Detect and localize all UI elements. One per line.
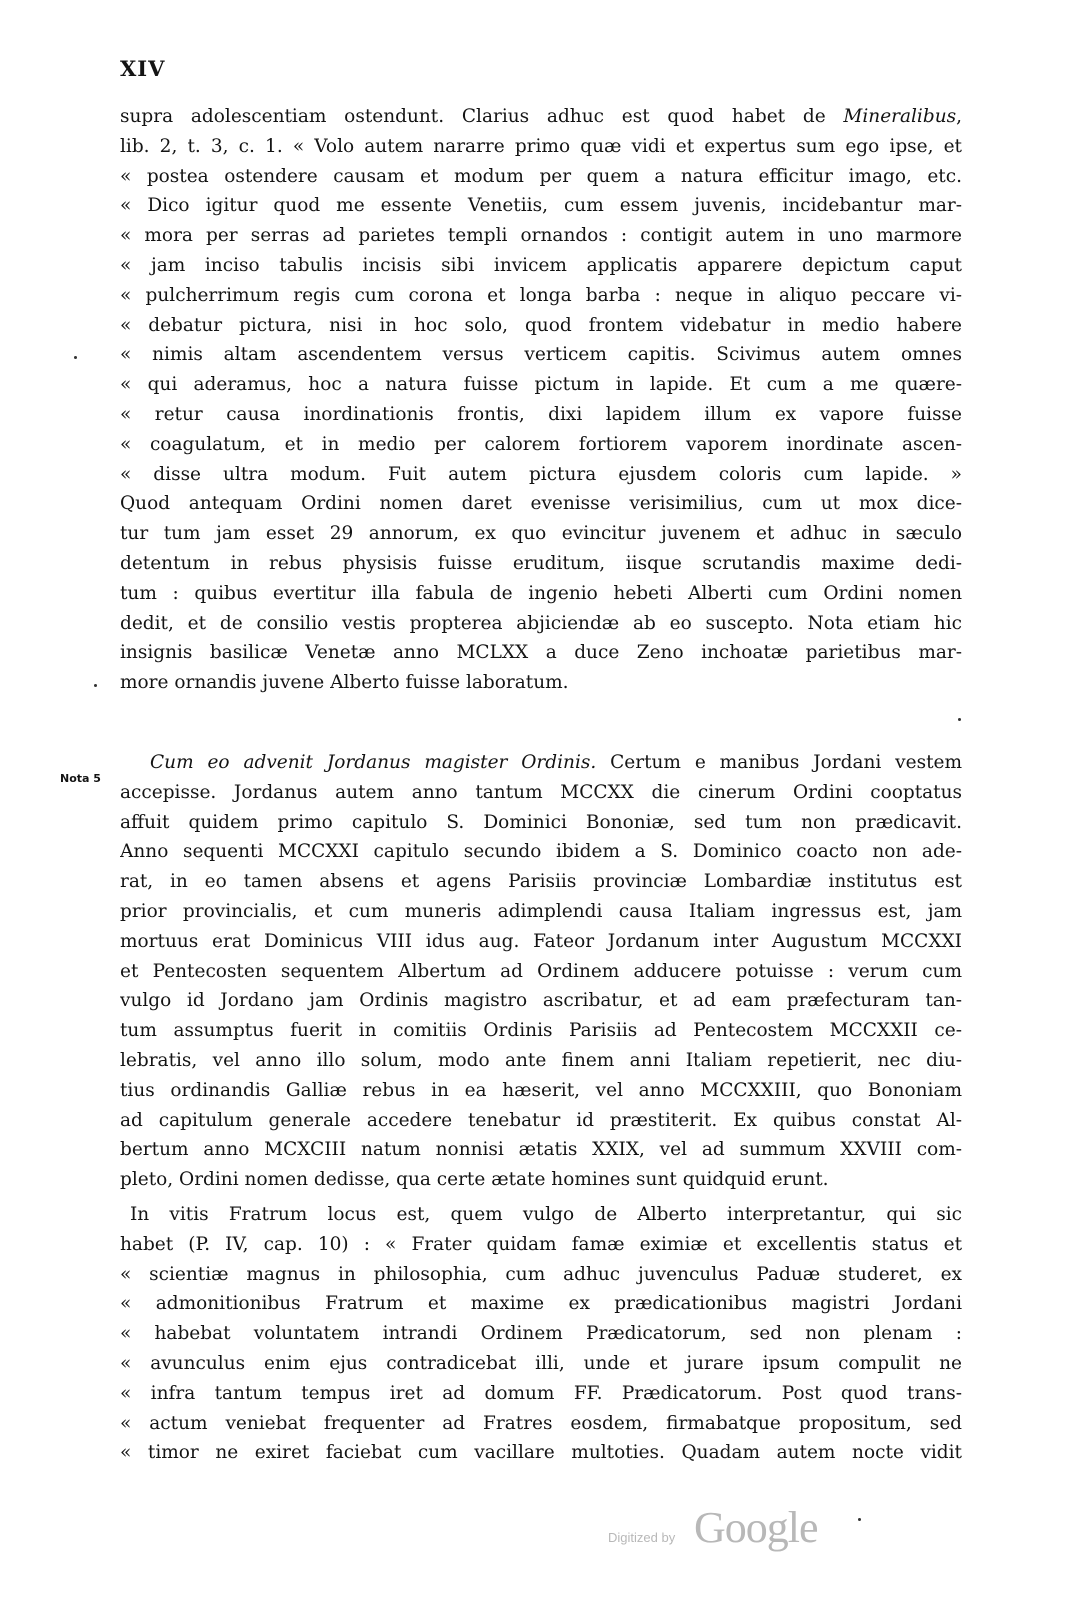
text-line: « retur causa inordinationis frontis, dixi lapidem illum ex vapore fuisse <box>120 403 962 425</box>
text-line: « postea ostendere causam et modum per quem a natura efficitur imago, etc. <box>120 165 962 187</box>
text-line: bertum anno MCXCIII natum nonnisi ætatis XXIX, vel ad summum XXVIII com- <box>120 1139 962 1161</box>
paragraph-2 <box>120 748 962 1195</box>
text-line: « timor ne exiret faciebat cum vacillare multoties. Quadam autem nocte vidit <box>120 1442 962 1464</box>
text-line: tum : quibus evertitur illa fabula de ingenio hebeti Alberti cum Ordini nomen <box>120 582 962 604</box>
google-watermark <box>608 1500 828 1550</box>
text-line: « pulcherrimum regis cum corona et longa barba : neque in aliquo peccare vi- <box>120 284 962 306</box>
speck <box>958 718 961 721</box>
text-line: vulgo id Jordano jam Ordinis magistro ascribatur, et ad eam præfecturam tan- <box>120 990 962 1012</box>
paragraph-1 <box>120 102 962 698</box>
watermark-prefix: Digitized by <box>608 1530 676 1545</box>
text-line: ad capitulum generale accedere tenebatur id præstiterit. Ex quibus constat Al- <box>120 1109 962 1131</box>
text-line: tur tum jam esset 29 annorum, ex quo evincitur juvenem et adhuc in sæculo <box>120 523 962 545</box>
text-line: lebratis, vel anno illo solum, modo ante finem anni Italiam repetierit, nec diu- <box>120 1049 962 1071</box>
text-line: Anno sequenti MCCXXI capitulo secundo ibidem a S. Dominico coacto non ade- <box>120 841 962 863</box>
text-line: insignis basilicæ Venetæ anno MCLXX a duce Zeno inchoatæ parietibus mar- <box>120 642 962 664</box>
text-line: « nimis altam ascendentem versus verticem capitis. Scivimus autem omnes <box>120 344 962 366</box>
text-line: « jam inciso tabulis incisis sibi invicem applicatis apparere depictum caput <box>120 254 962 276</box>
text-line: habet (P. IV, cap. 10) : « Frater quidam famæ eximiæ et excellentis status et <box>120 1233 962 1255</box>
paragraph-3 <box>120 1200 962 1468</box>
text-line: In vitis Fratrum locus est, quem vulgo de Alberto interpretantur, qui sic <box>130 1204 962 1225</box>
text-line: tum assumptus fuerit in comitiis Ordinis Parisiis ad Pentecostem MCCXXII ce- <box>120 1020 962 1042</box>
text-line: « debatur pictura, nisi in hoc solo, quod frontem videbatur in medio habere <box>120 314 962 336</box>
speck <box>94 684 97 687</box>
text-line: tius ordinandis Galliæ rebus in ea hæserit, vel anno MCCXXIII, quo Bononiam <box>120 1079 962 1101</box>
text-line: « mora per serras ad parietes templi ornandos : contigit autem in uno marmore <box>120 225 962 247</box>
speck <box>858 1518 861 1521</box>
watermark-logo: Google <box>694 1503 818 1552</box>
lemma-continuation: Certum e manibus Jordani vestem <box>610 752 962 773</box>
text-line: pleto, Ordini nomen dedisse, qua certe ætate homines sunt quidquid erunt. <box>120 1169 829 1191</box>
text-line: « actum veniebat frequenter ad Fratres eosdem, firmabatque propositum, sed <box>120 1412 962 1434</box>
text-line: « infra tantum tempus iret ad domum FF. Prædicatorum. Post quod trans- <box>120 1382 962 1404</box>
text-line: detentum in rebus physisis fuisse eruditum, iisque scrutandis maxime dedi- <box>120 552 962 574</box>
speck <box>74 356 77 359</box>
text-line: more ornandis juvene Alberto fuisse laboratum. <box>120 672 569 694</box>
page-number: XIV <box>120 56 166 81</box>
text-line: dedit, et de consilio vestis propterea abjiciendæ ab eo suscepto. Nota etiam hic <box>120 612 962 634</box>
lemma: Cum eo advenit Jordanus magister Ordinis. <box>150 752 597 773</box>
text-line <box>120 748 962 778</box>
text-line: supra adolescentiam ostendunt. Clarius adhuc est quod habet de Mineralibus, <box>120 106 962 127</box>
text-line: « disse ultra modum. Fuit autem pictura ejusdem coloris cum lapide. » <box>120 463 962 485</box>
text-line: et Pentecosten sequentem Albertum ad Ordinem adducere potuisse : verum cum <box>120 960 962 982</box>
text-line: « admonitionibus Fratrum et maxime ex prædicationibus magistri Jordani <box>120 1293 962 1315</box>
text-line: rat, in eo tamen absens et agens Parisiis provinciæ Lombardiæ institutus est <box>120 871 962 893</box>
margin-note: Nota 5 <box>60 772 101 785</box>
text-line: « scientiæ magnus in philosophia, cum adhuc juvenculus Paduæ studeret, ex <box>120 1263 962 1285</box>
text-line: « coagulatum, et in medio per calorem fortiorem vaporem inordinate ascen- <box>120 433 962 455</box>
text-line: « Dico igitur quod me essente Venetiis, cum essem juvenis, incidebantur mar- <box>120 195 962 217</box>
text-line: « qui aderamus, hoc a natura fuisse pictum in lapide. Et cum a me quære- <box>120 374 962 396</box>
text-line: « avunculus enim ejus contradicebat illi, unde et jurare ipsum compulit ne <box>120 1352 962 1374</box>
text-line: accepisse. Jordanus autem anno tantum MCCXX die cinerum Ordini cooptatus <box>120 781 962 803</box>
text-line: Quod antequam Ordini nomen daret evenisse verisimilius, cum ut mox dice- <box>120 493 962 515</box>
text-line: affuit quidem primo capitulo S. Dominici Bononiæ, sed tum non prædicavit. <box>120 811 962 833</box>
text-line: prior provincialis, et cum muneris adimplendi causa Italiam ingressus est, jam <box>120 900 962 922</box>
text-line: « habebat voluntatem intrandi Ordinem Prædicatorum, sed non plenam : <box>120 1323 962 1345</box>
text-line: mortuus erat Dominicus VIII idus aug. Fateor Jordanum inter Augustum MCCXXI <box>120 930 962 952</box>
text-line: lib. 2, t. 3, c. 1. « Volo autem nararre primo quæ vidi et expertus sum ego ipse, et <box>120 135 962 157</box>
